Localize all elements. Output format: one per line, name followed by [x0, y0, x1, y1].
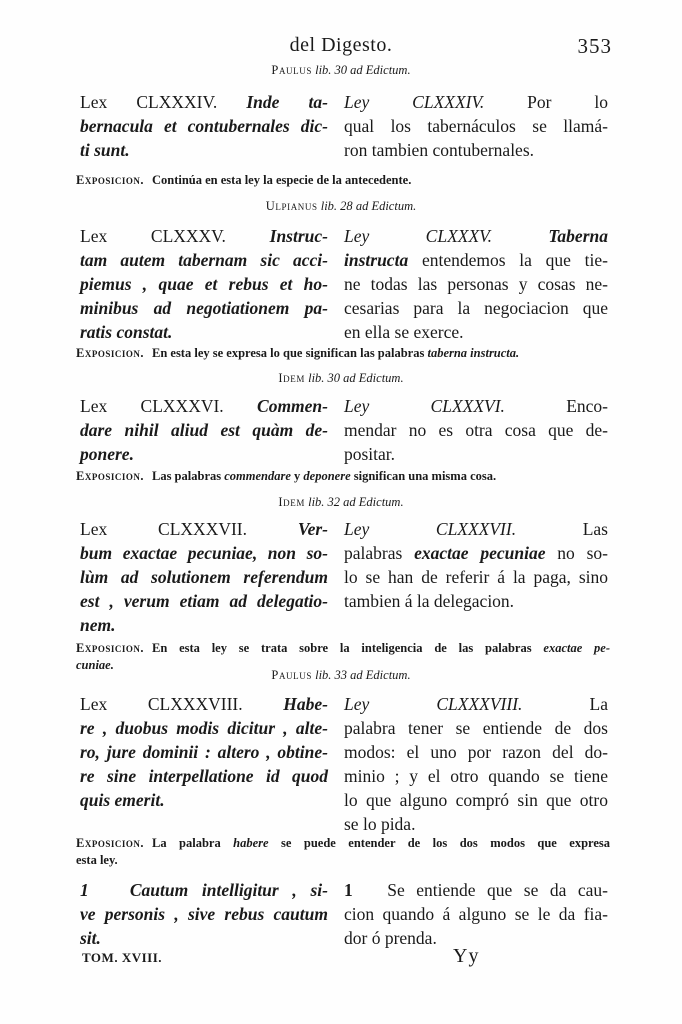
spanish-text-ley-185: Ley CLXXXV. Taberna instructa entendemos la que tie- ne todas las personas y cosas ne- cesarias para la negociacion que en ella se exerce. [344, 226, 608, 342]
source-attribution: Idem lib. 32 ad Edictum. [278, 495, 404, 509]
exposicion-185: Exposicion. En esta ley se expresa lo que significan las palabras taberna instructa. [76, 346, 520, 360]
latin-paragraph-1: 1 Cautum intelligitur , si- ve personis , sive rebus cautum sit. [80, 880, 328, 948]
source-attribution: Paulus lib. 30 ad Edictum. [271, 63, 411, 77]
source-attribution: Ulpianus lib. 28 ad Edictum. [265, 199, 417, 213]
latin-text-lex-185: Lex CLXXXV. Instruc- tam autem tabernam sic acci- piemus , quae et rebus et ho- minibus ad negotiationem pa- ratis constat. [80, 226, 328, 342]
page-number: 353 [577, 34, 612, 58]
exposicion-188: Exposicion. La palabra habere se puede entender de los dos modos que expresa esta ley. [76, 836, 611, 867]
volume-signature: TOM. XVIII. [82, 950, 163, 965]
spanish-text-ley-184: Ley CLXXXIV. Por lo qual los tabernáculos se llamá- ron tambien contubernales. [344, 92, 608, 160]
source-attribution: Idem lib. 30 ad Edictum. [278, 371, 404, 385]
exposicion-184: Exposicion. Continúa en esta ley la especie de la antecedente. [76, 173, 412, 187]
exposicion-186: Exposicion. Las palabras commendare y deponere significan una misma cosa. [76, 469, 497, 483]
spanish-text-ley-187: Ley CLXXXVII. Las palabras exactae pecuniae no so- lo se han de referir á la paga, sino tambien á la delegacion. [344, 519, 608, 611]
running-title: del Digesto. [289, 34, 393, 56]
latin-text-lex-188: Lex CLXXXVIII. Habe- re , duobus modis dicitur , alte- ro, jure dominii : altero , obtine- re sine interpellatione id quod quis emerit. [80, 694, 329, 810]
source-attribution: Paulus lib. 33 ad Edictum. [271, 668, 411, 682]
spanish-paragraph-1: 1 Se entiende que se da cau- cion quando á alguno se le da fia- dor ó prenda. [344, 880, 608, 948]
latin-text-lex-186: Lex CLXXXVI. Commen- dare nihil aliud est quàm de- ponere. [80, 396, 328, 464]
spanish-text-ley-188: Ley CLXXXVIII. La palabra tener se entiende de dos modos: el uno por razon del do- minio ; y el otro quando se tiene lo que alguno compró sin que otro se lo pida. [344, 694, 608, 834]
exposicion-187: Exposicion. En esta ley se trata sobre la inteligencia de las palabras exactae pe- cuniae. [76, 641, 611, 672]
catchword: Yy [453, 945, 480, 967]
latin-text-lex-184: Lex CLXXXIV. Inde ta- bernacula et contubernales dic- ti sunt. [80, 92, 328, 160]
latin-text-lex-187: Lex CLXXXVII. Ver- bum exactae pecuniae, non so- lùm ad solutionem referendum est , verum etiam ad delegatio- nem. [80, 519, 329, 635]
spanish-text-ley-186: Ley CLXXXVI. Enco- mendar no es otra cosa que de- positar. [344, 396, 608, 464]
